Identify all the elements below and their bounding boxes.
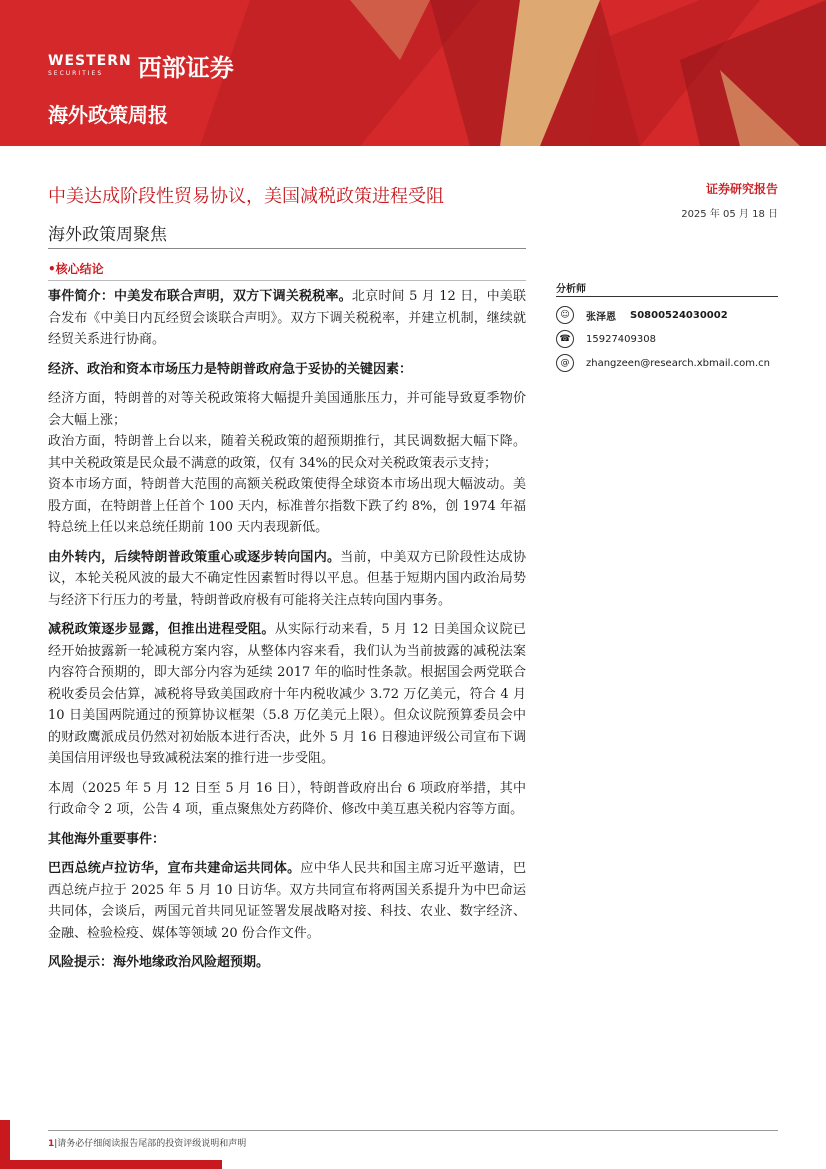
paragraph	[48, 388, 526, 431]
paragraph	[48, 952, 526, 974]
paragraph	[48, 547, 526, 612]
footer-disclaimer: |请务必仔细阅读报告尾部的投资评级说明和声明	[54, 1139, 247, 1149]
header-banner	[0, 0, 826, 146]
analyst-divider	[556, 296, 778, 297]
logo-en: WESTERN	[48, 53, 132, 69]
phone-icon: ☎	[556, 330, 574, 348]
paragraph-text: 当前，中美双方已阶段性达成协议，本轮关税风波的最大不确定性因素暂时得以平息。但基于短期内国内政治局势与经济下行压力的考量，特朗普政府极有可能将关注点转向国内事务。	[48, 549, 526, 608]
paragraph-text: 北京时间 5 月 12 日，中美联合发布《中美日内瓦经贸会谈联合声明》。双方下调关税税率，并建立机制，继续就经贸关系进行协商。	[48, 289, 526, 347]
report-category: 证券研究报告	[705, 182, 778, 196]
analyst-phone-row	[556, 330, 656, 348]
paragraph-lead: 巴西总统卢拉访华，宣布共建命运共同体。	[48, 861, 301, 876]
paragraph-text: 经济方面，特朗普的对等关税政策将大幅提升美国通胀压力，并可能导致夏季物价会大幅上涨；	[48, 391, 526, 428]
email-icon[interactable]: @	[556, 354, 574, 372]
paragraph	[48, 286, 526, 351]
analyst-phone: 15927409308	[586, 333, 656, 345]
report-title: 中美达成阶段性贸易协议，美国减税政策进程受阻	[48, 186, 444, 207]
paragraph-lead: 其他海外重要事件：	[48, 831, 166, 847]
paragraph-text: 资本市场方面，特朗普大范围的高额关税政策使得全球资本市场出现大幅波动。美股方面，在特朗普上任首个 100 天内，标准普尔指数下跌了约 8%，创 1974 年福特总统上任以来总统任期前 100 天内表现新低。	[48, 477, 526, 535]
report-date: 2025 年 05 月 18 日	[681, 209, 778, 220]
footer-divider	[48, 1130, 778, 1131]
analyst-heading: 分析师	[556, 284, 586, 295]
report-body	[48, 286, 526, 982]
paragraph-lead: 由外转内，后续特朗普政策重心或逐步转向国内。	[48, 549, 341, 565]
analyst-email[interactable]: zhangzeen@research.xbmail.com.cn	[586, 357, 770, 369]
analyst-cert: S0800524030002	[630, 309, 728, 321]
person-icon: ☺	[556, 306, 574, 324]
paragraph	[48, 474, 526, 539]
report-type: 海外政策周报	[48, 103, 168, 127]
paragraph	[48, 778, 526, 821]
analyst-email-row	[556, 354, 770, 372]
paragraph-lead: 经济、政治和资本市场压力是特朗普政府急于妥协的关键因素：	[48, 361, 413, 377]
logo-en-sub: SECURITIES	[48, 70, 104, 77]
core-conclusion-label: •核心结论	[48, 262, 104, 276]
title-divider	[48, 248, 526, 249]
logo-cn: 西部证券	[137, 54, 234, 82]
footer	[48, 1136, 246, 1149]
paragraph	[48, 858, 526, 944]
analyst-name: 张泽恩	[586, 311, 616, 323]
paragraph-lead: 风险提示：海外地缘政治风险超预期。	[48, 955, 270, 970]
brand-logo	[48, 48, 234, 83]
page-number: 1	[48, 1139, 55, 1149]
paragraph-text: 从实际行动来看，5 月 12 日美国众议院已经开始披露新一轮减税方案内容，从整体内容来看，我们认为当前披露的减税法案内容符合预期的，即大部分内容为延续 2017 年的临时性条款。根据国会两党联合税收委员会估算，减税将导致美国政府十年内税收减少 3.72 万亿美元，符合 4 月 10 日美国两院通过的预算协议框架（5.8 万亿美元上限）。但众议院预算委员会中的财政鹰派成员仍然对初始版本进行否决，此外 5 月 16 日穆迪评级公司宣布下调美国信用评级也导致减税法案的推行进一步受阻。	[48, 622, 526, 766]
paragraph-text: 政治方面，特朗普上台以来，随着关税政策的超预期推行，其民调数据大幅下降。其中关税政策是民众最不满意的政策，仅有 34%的民众对关税政策表示支持；	[48, 434, 526, 471]
paragraph-lead: 减税政策逐步显露，但推出进程受阻。	[48, 622, 275, 637]
paragraph	[48, 619, 526, 770]
analyst-name-row	[556, 306, 728, 324]
paragraph	[48, 829, 526, 851]
corner-accent-bottom	[0, 1160, 222, 1169]
core-divider	[48, 280, 526, 281]
paragraph-text: 应中华人民共和国主席习近平邀请，巴西总统卢拉于 2025 年 5 月 10 日访华。双方共同宣布将两国关系提升为中巴命运共同体，会谈后，两国元首共同见证签署发展战略对接、科技、农业、数字经济、金融、检验检疫、媒体等领域 20 份合作文件。	[48, 861, 526, 941]
paragraph-text: 本周（2025 年 5 月 12 日至 5 月 16 日），特朗普政府出台 6 项政府举措，其中行政命令 2 项，公告 4 项，重点聚焦处方药降价、修改中美互惠关税内容等方面。	[48, 780, 526, 817]
paragraph	[48, 431, 526, 474]
report-subtitle: 海外政策周聚焦	[48, 225, 167, 245]
paragraph	[48, 359, 526, 381]
paragraph-lead: 事件简介：中美发布联合声明，双方下调关税税率。	[48, 289, 352, 304]
